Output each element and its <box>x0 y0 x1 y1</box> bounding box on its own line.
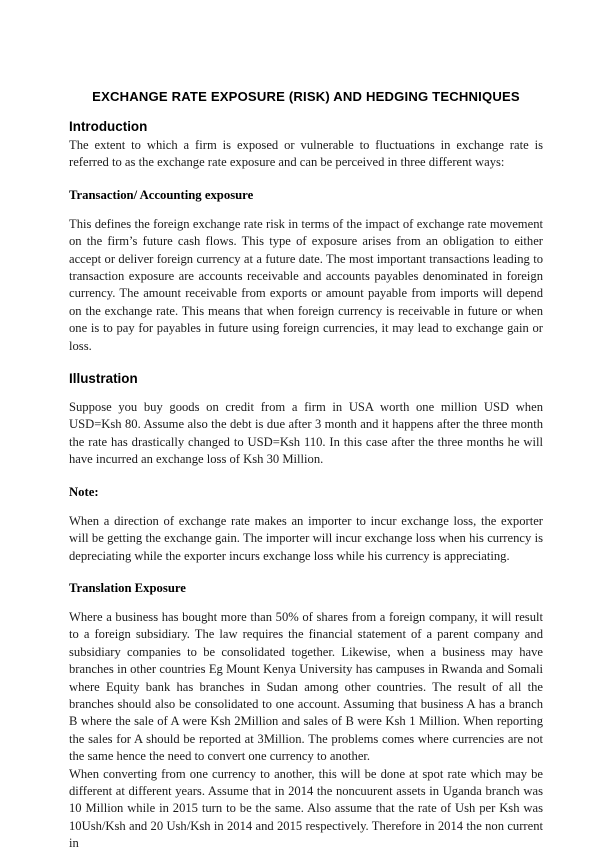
paragraph-translation-exposure-2: When converting from one currency to another, this will be done at spot rate which may be different at different years. Assume that in 2014 the noncuurent assets in Uganda branch was 10 Million while in 2015 turn to be the same. Also assume that the rate of Ush per Ksh was 10Ush/Ksh and 20 Ush/Ksh in 2014 and 2015 respectively. Therefore in 2014 the non current in <box>69 766 543 851</box>
heading-translation-exposure: Translation Exposure <box>69 580 186 595</box>
document-title: EXCHANGE RATE EXPOSURE (RISK) AND HEDGING TECHNIQUES <box>92 89 520 104</box>
paragraph-transaction-exposure: This defines the foreign exchange rate risk in terms of the impact of exchange rate movement on the firm’s future cash flows. This type of exposure arises from an obligation to either accept or deliver foreign currency at a future date. The most important transactions leading to transaction exposure are accounts receivable and accounts payables denominated in foreign currency. The amount receivable from exports or amount payable from imports will depend on the exchange rate. This means that when foreign currency is receivable in future or when one is to pay for payables in future using foreign currencies, it may lead to exchange gain or loss. <box>69 216 543 353</box>
heading-note: Note: <box>69 484 99 499</box>
paragraph-note: When a direction of exchange rate makes an importer to incur exchange loss, the exporter will be getting the exchange gain. The importer will incur exchange loss when his currency is depreciating while the exporter incurs exchange loss while his currency is appreciating. <box>69 513 543 563</box>
document-body <box>69 88 543 853</box>
heading-introduction: Introduction <box>69 119 148 134</box>
paragraph-introduction: The extent to which a firm is exposed or vulnerable to fluctuations in exchange rate is referred to as the exchange rate exposure and can be perceived in three different ways: <box>69 138 543 170</box>
paragraph-translation-exposure-1: Where a business has bought more than 50% of shares from a foreign company, it will result to a foreign subsidiary. The law requires the financial statement of a parent company and subsidiary companies to be consolidated together. Likewise, when a business may have branches in other countries Eg Mount Kenya University has campuses in Rwanda and Somali where Equity bank has branches in Sudan among other countries. The result of all the branches should also be consolidated to one account. Assuming that business A has a branch B where the sale of A were Ksh 2Million and sales of B were Ksh 1 Million. When reporting the sales for A should be reported at 3Million. The problems comes where currencies are not the same hence the need to convert one currency to another. <box>69 609 543 764</box>
heading-illustration: Illustration <box>69 371 138 387</box>
paragraph-illustration: Suppose you buy goods on credit from a firm in USA worth one million USD when USD=Ksh 80. Assume also the debt is due after 3 month and it happens after the three month the rate has drastically changed to USD=Ksh 110. In this case after the three months he will have incurred an exchange loss of Ksh 30 Million. <box>69 400 543 467</box>
heading-transaction-accounting-exposure: Transaction/ Accounting exposure <box>69 187 254 202</box>
